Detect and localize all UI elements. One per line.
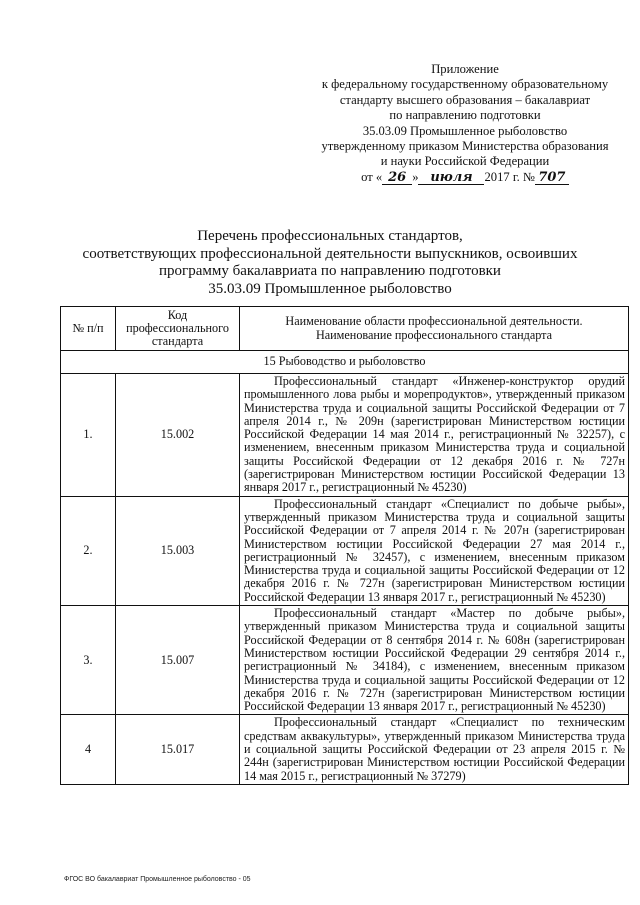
order-year: 2017 г. № — [484, 169, 535, 184]
appendix-line: к федеральному государственному образовательному — [321, 77, 609, 92]
appendix-block — [300, 62, 630, 185]
page-footer: ФГОС ВО бакалавриат Промышленное рыболовство - 05 — [64, 876, 251, 883]
order-number-handwritten: 707 — [535, 171, 569, 185]
order-date-line — [300, 170, 630, 185]
row-code: 15.002 — [116, 374, 240, 497]
appendix-line: стандарту высшего образования – бакалавриат — [339, 92, 591, 107]
row-code: 15.003 — [116, 496, 240, 605]
order-month-handwritten: июля — [418, 171, 484, 185]
table-row — [61, 606, 629, 715]
appendix-heading: Приложение — [431, 62, 499, 76]
table-row — [61, 496, 629, 605]
appendix-line: по направлению подготовки — [389, 108, 541, 123]
row-code: 15.017 — [116, 715, 240, 784]
title-line: соответствующих профессиональной деятельности выпускников, освоивших — [82, 245, 578, 262]
order-prefix: от « — [361, 169, 383, 184]
table-row — [61, 715, 629, 784]
appendix-line: 35.03.09 Промышленное рыболовство — [362, 123, 568, 138]
standards-table — [60, 306, 629, 785]
table-row — [61, 374, 629, 497]
row-num: 2. — [61, 496, 116, 605]
title-line: Перечень профессиональных стандартов, — [197, 228, 463, 244]
header-code: Код профессионального стандарта — [116, 307, 240, 351]
header-num: № п/п — [61, 307, 116, 351]
row-code: 15.007 — [116, 606, 240, 715]
order-mid: » — [412, 169, 419, 184]
row-text: Профессиональный стандарт «Инженер-конструктор орудий промышленного лова рыбы и морепродуктов», утвержденный приказом Министерства труда и социальной защиты Российской Федерации от 7 апреля 2014 г., № 209н (зарегистрирован Министерством юстиции Российской Федерации 14 мая 2014 г., регистрационный № 32257), с изменением, внесенным приказом Министерства труда и социальной защиты Российской Федерации от 12 декабря 2016 г. № 727н (зарегистрирован Министерством юстиции Российской Федерации 13 января 2017 г., регистрационный № 45230) — [240, 374, 629, 497]
title-line: программу бакалавриата по направлению подготовки — [159, 263, 501, 280]
row-num: 4 — [61, 715, 116, 784]
row-num: 3. — [61, 606, 116, 715]
header-name: Наименование области профессиональной деятельности. Наименование профессионального стандарта — [240, 307, 629, 351]
row-text: Профессиональный стандарт «Специалист по техническим средствам аквакультуры», утвержденный приказом Министерства труда и социальной защиты Российской Федерации от 23 апреля 2015 г. № 244н (зарегистрирован Министерством юстиции Российской Федерации 14 мая 2015 г., регистрационный № 37279) — [240, 715, 629, 784]
table-header-row — [61, 307, 629, 351]
document-title — [60, 228, 600, 298]
order-day-handwritten: 26 — [382, 171, 412, 185]
row-num: 1. — [61, 374, 116, 497]
section-row — [61, 351, 629, 374]
section-title: 15 Рыбоводство и рыболовство — [61, 351, 629, 374]
appendix-line: утвержденному приказом Министерства образования — [321, 139, 609, 154]
appendix-line: и науки Российской Федерации — [380, 154, 550, 169]
row-text: Профессиональный стандарт «Специалист по добыче рыбы», утвержденный приказом Министерства труда и социальной защиты Российской Федерации от 7 апреля 2014 г. № 207н (зарегистрирован Министерством юстиции Российской Федерации 27 мая 2014 г., регистрационный № 32457), с изменением, внесенным приказом Министерства труда и социальной защиты Российской Федерации от 12 декабря 2016 г. № 727н (зарегистрирован Министерством юстиции Российской Федерации 13 января 2017 г., регистрационный № 45230) — [240, 496, 629, 605]
title-line: 35.03.09 Промышленное рыболовство — [208, 280, 452, 297]
row-text: Профессиональный стандарт «Мастер по добыче рыбы», утвержденный приказом Министерства труда и социальной защиты Российской Федерации от 8 сентября 2014 г. № 608н (зарегистрирован Министерством юстиции Российской Федерации 29 сентября 2014 г., регистрационный № 34184), с изменением, внесенным приказом Министерства труда и социальной защиты Российской Федерации от 12 декабря 2016 г. № 727н (зарегистрирован Министерством юстиции Российской Федерации 13 января 2017 г., регистрационный № 45230) — [240, 606, 629, 715]
